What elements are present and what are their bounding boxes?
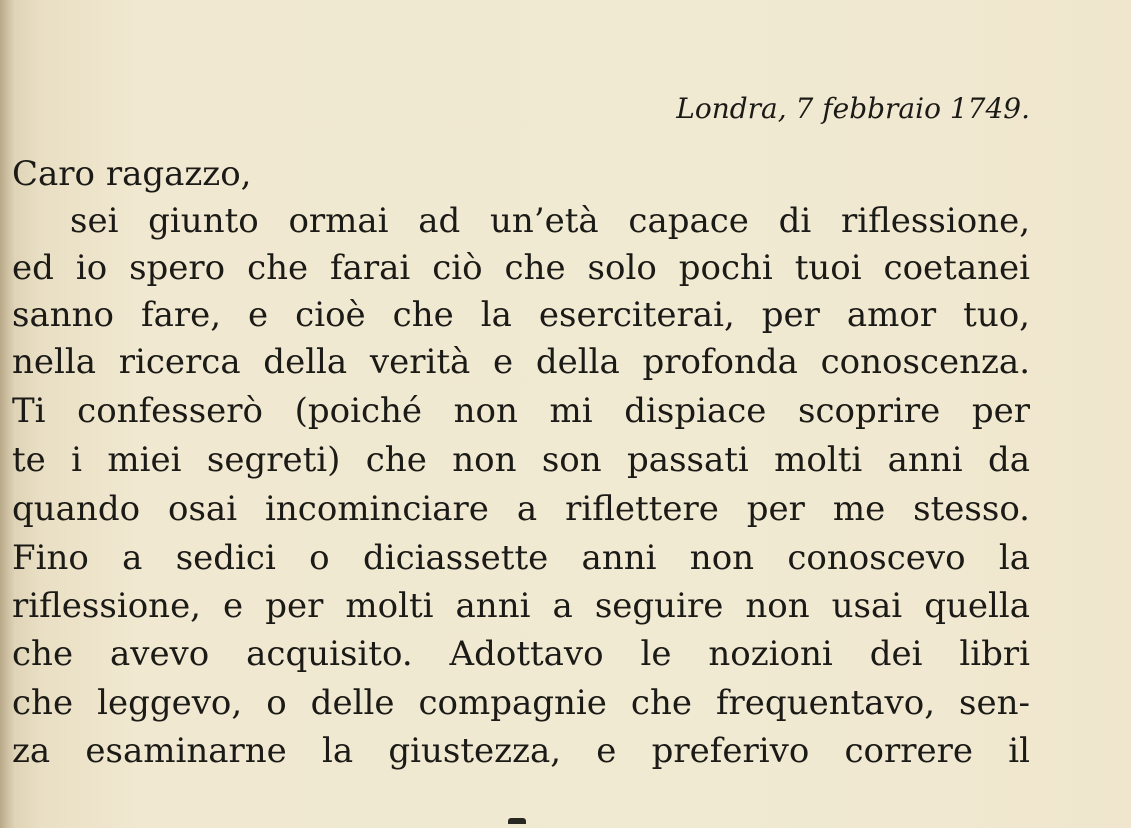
text-line: sanno fare, e cioè che la eserciterai, per amor tuo, [12,295,1030,335]
salutation: Caro ragazzo, [12,154,252,194]
dateline: Londra, 7 febbraio 1749. [676,92,1030,125]
text-line: sei giunto ormai ad un’età capace di riflessione, [70,201,1030,241]
text-line: te i miei segreti) che non son passati molti anni da [12,440,1030,480]
text-line: quando osai incominciare a riflettere per me stesso. [12,489,1030,529]
next-line-fragment [508,818,526,824]
text-line: riflessione, e per molti anni a seguire non usai quella [12,586,1030,626]
text-line: Fino a sedici o diciassette anni non conoscevo la [12,538,1030,578]
text-line: che leggevo, o delle compagnie che frequentavo, sen- [12,683,1030,723]
text-line: Ti confesserò (poiché non mi dispiace scoprire per [12,391,1030,431]
text-line: ed io spero che farai ciò che solo pochi tuoi coetanei [12,248,1030,288]
text-line: nella ricerca della verità e della profonda conoscenza. [12,342,1030,382]
text-line: che avevo acquisito. Adottavo le nozioni dei libri [12,634,1030,674]
text-line: za esaminarne la giustezza, e preferivo correre il [12,731,1030,771]
